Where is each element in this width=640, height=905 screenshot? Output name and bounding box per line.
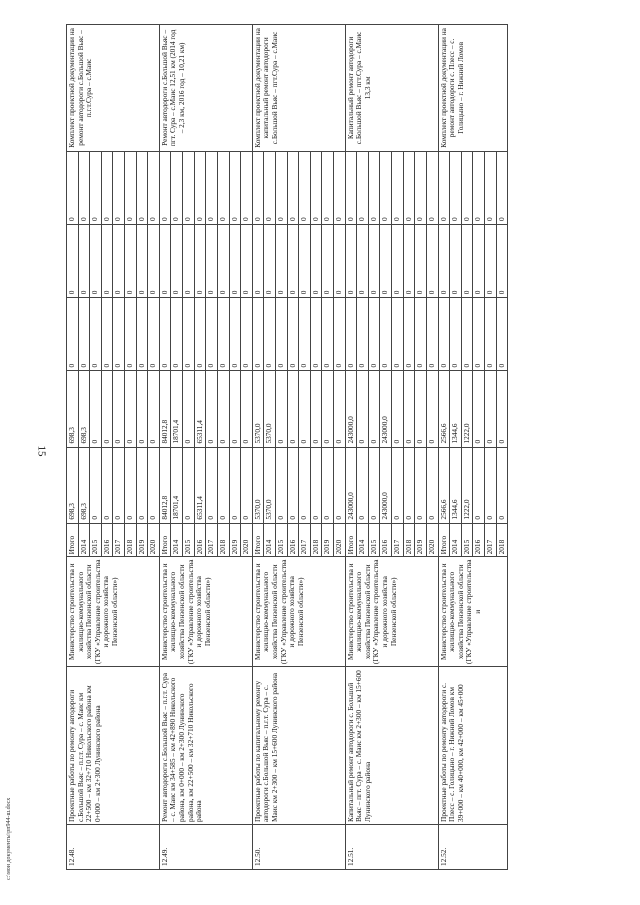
value-cell: 0	[275, 298, 287, 371]
year-cell: 2018	[310, 523, 322, 557]
year-cell: 2017	[299, 523, 311, 557]
value-cell: 65311,4	[194, 447, 206, 523]
value-cell: 0	[368, 225, 380, 298]
value-cell: 0	[136, 447, 148, 523]
value-cell: 0	[287, 447, 299, 523]
row-executor: Министерство строительства и жилищно-коммунального хозяйства Пензенской области (ГКУ «Управление строительства и дорожного хозяйства Пензенской области»)	[67, 557, 160, 667]
year-cell: 2015	[368, 523, 380, 557]
row-activity-name: Ремонт автодороги с.Большой Вьяс – п.г.т. Сура – с. Маис км 34+585 – км 42+890 Никольского района, км 0+000 – км 2+300 Лунинского района, км 22+500 – км 32+710 Никольского района	[159, 667, 252, 825]
value-cell: 0	[101, 225, 113, 298]
value-cell: 0	[392, 151, 404, 224]
value-cell: 0	[310, 151, 322, 224]
year-cell: 2018	[403, 523, 415, 557]
value-cell: 0	[171, 298, 183, 371]
value-cell: 0	[334, 447, 346, 523]
value-cell: 0	[183, 225, 195, 298]
row-executor: Министерство строительства и жилищно-коммунального хозяйства Пензенской области (ГКУ «Управление строительства и дорожного хозяйства Пензенской области»)	[159, 557, 252, 667]
year-cell: Итого	[159, 523, 171, 557]
value-cell: 0	[299, 371, 311, 447]
value-cell: 0	[299, 151, 311, 224]
value-cell: 0	[496, 225, 508, 298]
value-cell: 0	[101, 151, 113, 224]
value-cell: 0	[322, 151, 334, 224]
value-cell: 0	[78, 298, 90, 371]
value-cell: 84012,8	[159, 371, 171, 447]
value-cell: 698,3	[78, 371, 90, 447]
value-cell: 0	[252, 225, 264, 298]
year-cell: Итого	[438, 523, 450, 557]
value-cell: 0	[275, 371, 287, 447]
value-cell: 0	[113, 447, 125, 523]
row-expected-result: Комплект проектной документации на ремонт автодороги с.Большой Вьяс – п.г.т.Сура – с.Маис	[67, 25, 160, 152]
value-cell: 0	[484, 298, 496, 371]
value-cell: 0	[484, 447, 496, 523]
value-cell: 0	[392, 447, 404, 523]
year-cell: 2019	[322, 523, 334, 557]
value-cell: 0	[159, 225, 171, 298]
value-cell: 698,3	[78, 447, 90, 523]
value-cell: 0	[113, 371, 125, 447]
value-cell: 0	[264, 151, 276, 224]
value-cell: 0	[299, 298, 311, 371]
value-cell: 0	[252, 298, 264, 371]
value-cell: 0	[450, 151, 462, 224]
value-cell: 0	[322, 298, 334, 371]
value-cell: 0	[403, 225, 415, 298]
value-cell: 0	[217, 371, 229, 447]
value-cell: 0	[345, 298, 357, 371]
value-cell: 0	[438, 225, 450, 298]
value-cell: 0	[380, 225, 392, 298]
row-activity-name: Проектные работы по ремонту автодороги с.Большой Вьяс – п.г.т. Сура – с. Маис км 22+500 – км 32+710 Никольского района км 0+000 – км 2+300 Лунинского района	[67, 667, 160, 825]
value-cell: 0	[217, 151, 229, 224]
value-cell: 0	[450, 225, 462, 298]
year-cell: 2017	[392, 523, 404, 557]
year-cell: 2020	[241, 523, 253, 557]
row-index: 12.48.	[67, 824, 160, 869]
value-cell: 0	[287, 151, 299, 224]
value-cell: 0	[473, 151, 485, 224]
value-cell: 0	[125, 447, 137, 523]
value-cell: 0	[357, 225, 369, 298]
row-index: 12.50.	[252, 824, 345, 869]
value-cell: 18701,4	[171, 447, 183, 523]
value-cell: 0	[125, 151, 137, 224]
year-cell: 2020	[426, 523, 438, 557]
value-cell: 0	[299, 225, 311, 298]
value-cell: 0	[90, 151, 102, 224]
value-cell: 0	[125, 298, 137, 371]
value-cell: 0	[229, 225, 241, 298]
year-cell: 2014	[450, 523, 462, 557]
year-cell: 2018	[125, 523, 137, 557]
value-cell: 243000,0	[345, 447, 357, 523]
value-cell: 0	[264, 225, 276, 298]
program-table	[66, 24, 508, 870]
value-cell: 698,3	[67, 371, 79, 447]
value-cell: 0	[287, 371, 299, 447]
value-cell: 0	[496, 447, 508, 523]
value-cell: 0	[194, 151, 206, 224]
value-cell: 0	[450, 298, 462, 371]
value-cell: 0	[217, 225, 229, 298]
year-cell: 2019	[229, 523, 241, 557]
value-cell: 0	[194, 298, 206, 371]
value-cell: 0	[148, 447, 160, 523]
value-cell: 0	[252, 151, 264, 224]
value-cell: 1344,6	[450, 371, 462, 447]
value-cell: 0	[159, 298, 171, 371]
value-cell: 0	[206, 151, 218, 224]
value-cell: 0	[403, 151, 415, 224]
value-cell: 0	[125, 371, 137, 447]
value-cell: 0	[415, 447, 427, 523]
value-cell: 0	[426, 151, 438, 224]
value-cell: 0	[322, 447, 334, 523]
year-cell: 2015	[461, 523, 473, 557]
value-cell: 0	[148, 151, 160, 224]
year-cell: 2018	[217, 523, 229, 557]
value-cell: 0	[403, 298, 415, 371]
value-cell: 0	[426, 447, 438, 523]
value-cell: 0	[229, 151, 241, 224]
value-cell: 0	[415, 371, 427, 447]
value-cell: 0	[206, 298, 218, 371]
value-cell: 18701,4	[171, 371, 183, 447]
value-cell: 0	[217, 298, 229, 371]
value-cell: 0	[90, 371, 102, 447]
value-cell: 0	[241, 151, 253, 224]
year-cell: 2017	[206, 523, 218, 557]
value-cell: 0	[206, 447, 218, 523]
row-executor: Министерство строительства и жилищно-коммунального хозяйства Пензенской области (ГКУ «Управление строительства и	[438, 557, 508, 667]
value-cell: 0	[334, 225, 346, 298]
year-cell: Итого	[67, 523, 79, 557]
value-cell: 0	[334, 151, 346, 224]
value-cell: 0	[67, 151, 79, 224]
year-cell: Итого	[345, 523, 357, 557]
value-cell: 0	[148, 371, 160, 447]
value-cell: 1222,0	[461, 447, 473, 523]
year-cell: 2018	[496, 523, 508, 557]
value-cell: 0	[101, 447, 113, 523]
value-cell: 0	[322, 225, 334, 298]
footer-file-path: c:\мои документы\рп944-ш.docx	[6, 797, 12, 880]
rotated-table-wrapper	[66, 24, 508, 870]
value-cell: 243000,0	[345, 371, 357, 447]
value-cell: 0	[113, 298, 125, 371]
value-cell: 0	[461, 151, 473, 224]
value-cell: 0	[241, 298, 253, 371]
value-cell: 0	[357, 371, 369, 447]
value-cell: 0	[171, 151, 183, 224]
year-cell: 2017	[484, 523, 496, 557]
value-cell: 0	[113, 225, 125, 298]
value-cell: 0	[217, 447, 229, 523]
value-cell: 0	[496, 151, 508, 224]
value-cell: 0	[484, 371, 496, 447]
row-activity-name: Проектные работы по ремонту автодороги с. Плесс – с. Голицыно – г. Нижний Ломов км 39+000 – км 40+000, км 42+000 – км 45+000	[438, 667, 508, 825]
value-cell: 0	[310, 447, 322, 523]
value-cell: 0	[426, 225, 438, 298]
value-cell: 0	[275, 151, 287, 224]
value-cell: 0	[496, 298, 508, 371]
year-cell: 2017	[113, 523, 125, 557]
value-cell: 0	[392, 225, 404, 298]
value-cell: 0	[403, 447, 415, 523]
row-expected-result: Ремонт автодороги с.Большой Вьяс – пгт. Сура – с.Маис 12,51 км (2014 год – 2,3 км, 2016 год – 10,21 км)	[159, 25, 252, 152]
row-expected-result: Комплект проектной документации на ремонт автодороги с. Плесс – с. Голицыно – г. Нижний Ломов	[438, 25, 508, 152]
year-cell: 2016	[101, 523, 113, 557]
value-cell: 0	[357, 151, 369, 224]
value-cell: 0	[229, 298, 241, 371]
row-expected-result: Комплект проектной документации на капитальный ремонт автодороги с.Большой Вьяс – пгт.Сура – с.Маис	[252, 25, 345, 152]
value-cell: 0	[473, 447, 485, 523]
value-cell: 0	[426, 371, 438, 447]
value-cell: 0	[438, 151, 450, 224]
value-cell: 0	[183, 447, 195, 523]
value-cell: 0	[206, 371, 218, 447]
row-index: 12.49.	[159, 824, 252, 869]
value-cell: 84012,8	[159, 447, 171, 523]
year-cell: 2015	[183, 523, 195, 557]
value-cell: 0	[403, 371, 415, 447]
row-index: 12.52.	[438, 824, 508, 869]
table-body	[67, 25, 508, 870]
value-cell: 0	[368, 447, 380, 523]
value-cell: 0	[299, 447, 311, 523]
value-cell: 0	[310, 298, 322, 371]
year-cell: 2014	[78, 523, 90, 557]
value-cell: 0	[136, 298, 148, 371]
year-cell: Итого	[252, 523, 264, 557]
value-cell: 0	[183, 298, 195, 371]
table-row	[67, 25, 79, 870]
value-cell: 0	[264, 298, 276, 371]
value-cell: 0	[461, 298, 473, 371]
year-cell: 2020	[148, 523, 160, 557]
value-cell: 0	[171, 225, 183, 298]
table-row	[438, 25, 450, 870]
value-cell: 0	[368, 151, 380, 224]
value-cell: 0	[496, 371, 508, 447]
value-cell: 0	[415, 225, 427, 298]
year-cell: 2016	[194, 523, 206, 557]
value-cell: 0	[183, 151, 195, 224]
year-cell: 2019	[415, 523, 427, 557]
value-cell: 1222,0	[461, 371, 473, 447]
value-cell: 0	[484, 225, 496, 298]
year-cell: 2019	[136, 523, 148, 557]
value-cell: 0	[426, 298, 438, 371]
value-cell: 0	[136, 151, 148, 224]
value-cell: 0	[287, 225, 299, 298]
value-cell: 0	[125, 225, 137, 298]
value-cell: 243000,0	[380, 371, 392, 447]
value-cell: 0	[334, 371, 346, 447]
table-row	[252, 25, 264, 870]
value-cell: 0	[357, 298, 369, 371]
value-cell: 0	[357, 447, 369, 523]
year-cell: 2016	[473, 523, 485, 557]
year-cell: 2016	[287, 523, 299, 557]
value-cell: 0	[368, 371, 380, 447]
value-cell: 0	[438, 298, 450, 371]
page-number: 15	[35, 445, 48, 457]
value-cell: 0	[275, 447, 287, 523]
value-cell: 0	[90, 447, 102, 523]
value-cell: 0	[345, 225, 357, 298]
value-cell: 0	[310, 371, 322, 447]
value-cell: 0	[159, 151, 171, 224]
value-cell: 0	[136, 371, 148, 447]
row-executor: Министерство строительства и жилищно-коммунального хозяйства Пензенской области (ГКУ «Управление строительства и дорожного хозяйства Пензенской области»)	[345, 557, 438, 667]
value-cell: 5370,0	[264, 371, 276, 447]
year-cell: 2016	[380, 523, 392, 557]
year-cell: 2014	[264, 523, 276, 557]
value-cell: 698,3	[67, 447, 79, 523]
value-cell: 0	[241, 371, 253, 447]
year-cell: 2020	[334, 523, 346, 557]
value-cell: 0	[229, 447, 241, 523]
value-cell: 0	[310, 225, 322, 298]
row-activity-name: Проектные работы по капитальному ремонту автодороги с.Большой Вьяс – п.г.т. Сура – с. Маис км 2+300 – км 15+600 Лунинского района	[252, 667, 345, 825]
value-cell: 0	[67, 225, 79, 298]
year-cell: 2014	[171, 523, 183, 557]
value-cell: 0	[392, 371, 404, 447]
value-cell: 65311,4	[194, 371, 206, 447]
value-cell: 0	[90, 298, 102, 371]
value-cell: 0	[78, 225, 90, 298]
year-cell: 2014	[357, 523, 369, 557]
value-cell: 0	[484, 151, 496, 224]
value-cell: 0	[380, 151, 392, 224]
value-cell: 0	[229, 371, 241, 447]
value-cell: 0	[345, 151, 357, 224]
value-cell: 0	[415, 151, 427, 224]
value-cell: 0	[90, 225, 102, 298]
value-cell: 0	[275, 225, 287, 298]
value-cell: 0	[148, 225, 160, 298]
value-cell: 0	[473, 298, 485, 371]
table-row	[159, 25, 171, 870]
value-cell: 243000,0	[380, 447, 392, 523]
value-cell: 0	[322, 371, 334, 447]
value-cell: 0	[194, 225, 206, 298]
row-activity-name: Капитальный ремонт автодороги с. Большой Вьяс – пгт. Сура – с. Маис км 2+300 – км 15+600 Лунинского района	[345, 667, 438, 825]
value-cell: 0	[473, 225, 485, 298]
value-cell: 0	[287, 298, 299, 371]
value-cell: 0	[380, 298, 392, 371]
value-cell: 1344,6	[450, 447, 462, 523]
value-cell: 0	[392, 298, 404, 371]
value-cell: 5370,0	[252, 447, 264, 523]
value-cell: 2566,6	[438, 447, 450, 523]
year-cell: 2015	[90, 523, 102, 557]
value-cell: 0	[206, 225, 218, 298]
row-expected-result: Капитальный ремонт автодороги с.Большой Вьяс – пгт.Сура – с.Маис 13,3 км	[345, 25, 438, 152]
value-cell: 0	[415, 298, 427, 371]
value-cell: 0	[101, 371, 113, 447]
value-cell: 0	[67, 298, 79, 371]
value-cell: 5370,0	[264, 447, 276, 523]
value-cell: 0	[148, 298, 160, 371]
value-cell: 0	[461, 225, 473, 298]
value-cell: 2566,6	[438, 371, 450, 447]
value-cell: 0	[334, 298, 346, 371]
row-index: 12.51.	[345, 824, 438, 869]
value-cell: 0	[183, 371, 195, 447]
value-cell: 0	[241, 225, 253, 298]
value-cell: 0	[368, 298, 380, 371]
table-row	[345, 25, 357, 870]
value-cell: 0	[78, 151, 90, 224]
value-cell: 0	[113, 151, 125, 224]
value-cell: 0	[241, 447, 253, 523]
value-cell: 0	[473, 371, 485, 447]
value-cell: 0	[136, 225, 148, 298]
value-cell: 5370,0	[252, 371, 264, 447]
year-cell: 2015	[275, 523, 287, 557]
value-cell: 0	[101, 298, 113, 371]
row-executor: Министерство строительства и жилищно-коммунального хозяйства Пензенской области (ГКУ «Управление строительства и дорожного хозяйства Пензенской области»)	[252, 557, 345, 667]
